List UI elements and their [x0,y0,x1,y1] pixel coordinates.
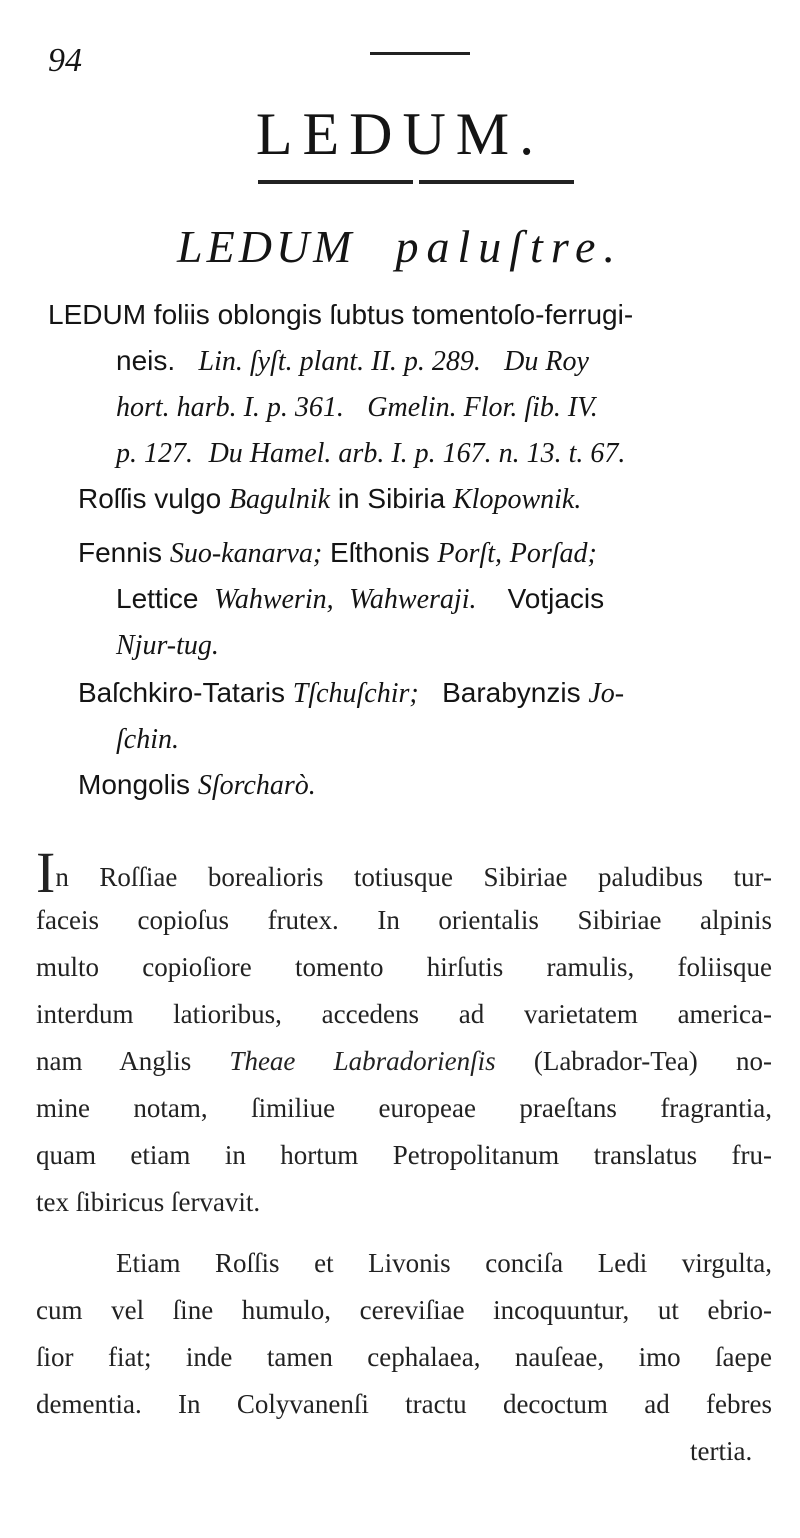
title-rule [258,180,574,184]
text-line: In Roſſiae borealioris totiusque Sibiriae paludibus tur- [36,840,772,905]
synonymy-line: Roſſis vulgo Bagulnik in Sibiria Klopownik. [78,483,582,515]
species-title [0,220,800,273]
species-epithet: paluſtre. [395,221,623,272]
catchword: tertia. [690,1436,753,1466]
synonymy-line: Mongolis Sſorcharò. [78,769,316,801]
synonymy-line: neis. Lin. ſyſt. plant. II. p. 289. Du Roy [116,345,589,377]
text-line: dementia. In Colyvanenſi tractu decoctum ad febres [36,1389,772,1419]
top-rule [370,52,470,55]
text-line: nam Anglis Theae Labradorienſis (Labrador-Tea) no- [36,1046,772,1076]
synonymy-line: Baſchkiro-Tataris Tſchuſchir; Barabynzis Jo- [78,677,625,709]
text-line: quam etiam in hortum Petropolitanum translatus fru- [36,1140,772,1170]
synonymy-line: ſchin. [116,724,179,755]
text-line: Etiam Roſſis et Livonis conciſa Ledi virgulta, [116,1248,772,1278]
drop-cap: I [36,840,56,905]
synonymy-line: Lettice Wahwerin, Wahweraji. Votjacis [116,583,605,615]
text-line: mine notam, ſimiliue europeae praeſtans fragrantia, [36,1093,772,1123]
text-line: multo copioſiore tomento hirſutis ramulis, foliisque [36,952,772,982]
synonymy-line: Fennis Suo-kanarva; Eſthonis Porſt, Porſad; [78,537,597,569]
text-line: faceis copioſus frutex. In orientalis Sibiriae alpinis [36,905,772,935]
text-line: interdum latioribus, accedens ad varietatem america- [36,999,772,1029]
text-line: cum vel ſine humulo, cereviſiae incoquuntur, ut ebrio- [36,1295,772,1325]
synonymy-line: Njur-tug. [116,630,219,661]
synonymy-line: p. 127. Du Hamel. arb. I. p. 167. n. 13. t. 67. [116,438,626,469]
genus-title: LEDUM. [255,101,545,167]
synonymy-line: hort. harb. I. p. 361. Gmelin. Flor. ſib. IV. [116,392,598,423]
page-number: 94 [48,42,82,79]
synonymy-line: LEDUM foliis oblongis ſubtus tomentoſo-ferrugi- [48,299,634,330]
text-line: tex ſibiricus ſervavit. [36,1187,261,1217]
species-genus: LEDUM [177,221,356,272]
text-line: ſior fiat; inde tamen cephalaea, nauſeae, imo ſaepe [36,1342,772,1372]
